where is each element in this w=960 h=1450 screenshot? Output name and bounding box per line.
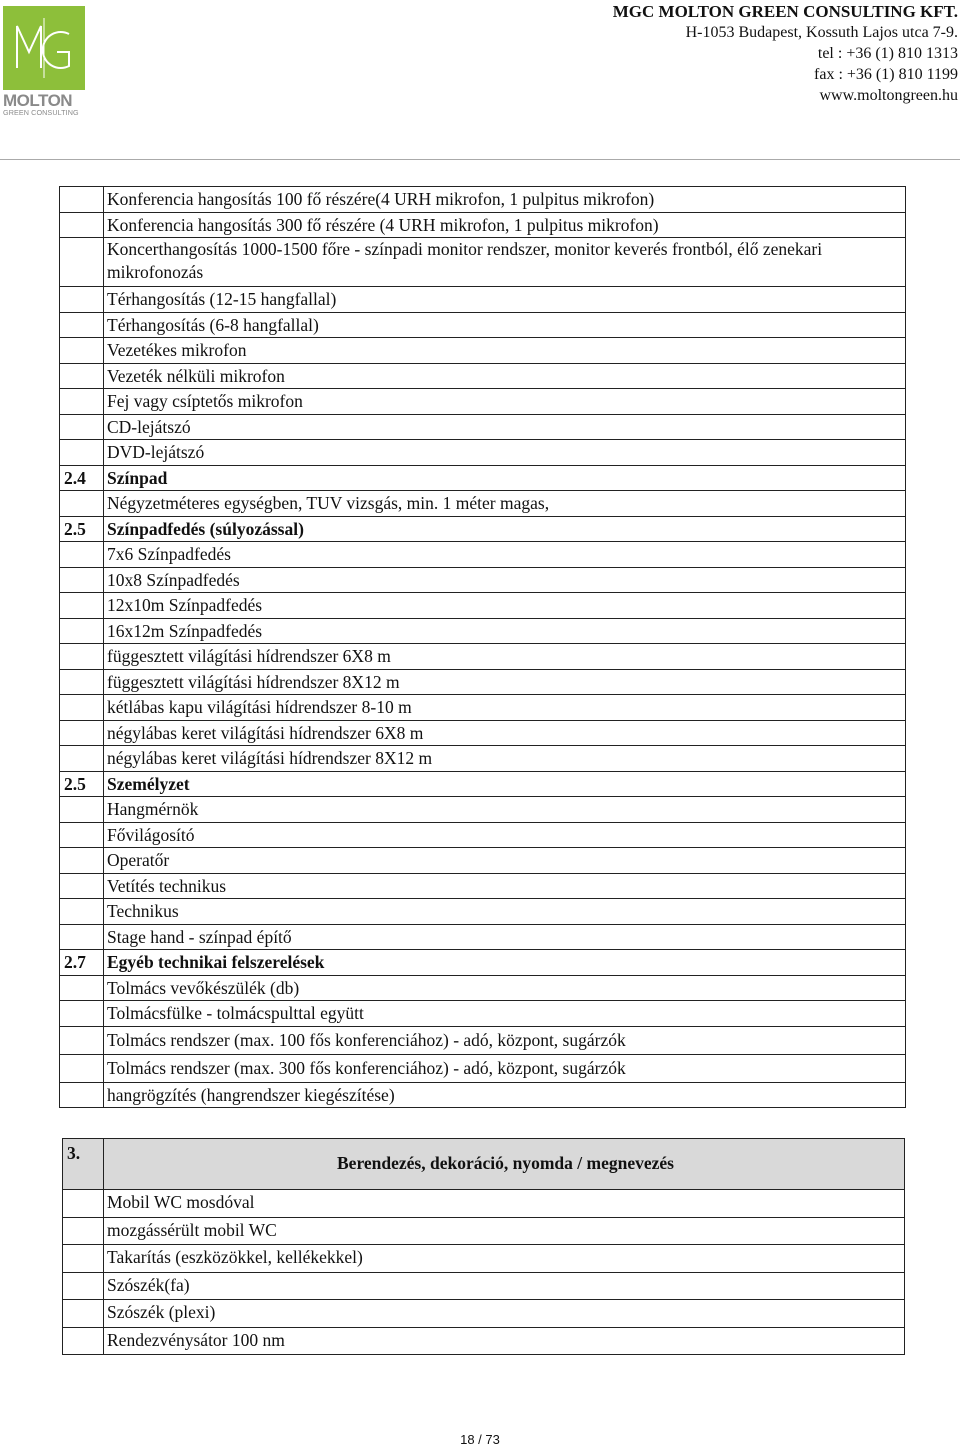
table-row <box>60 567 906 593</box>
table-row <box>60 950 906 976</box>
row-text: Tolmács rendszer (max. 300 fős konferenciához) - adó, központ, sugárzók <box>104 1054 906 1082</box>
row-number <box>60 695 104 721</box>
company-tel: tel : +36 (1) 810 1313 <box>817 45 958 62</box>
row-number <box>63 1300 104 1328</box>
row-text: Személyzet <box>104 771 906 797</box>
row-text: Színpad <box>104 465 906 491</box>
table-row <box>63 1327 905 1355</box>
table-row <box>60 924 906 950</box>
row-number <box>60 848 104 874</box>
table-row <box>60 491 906 517</box>
row-number <box>60 414 104 440</box>
table-row <box>60 746 906 772</box>
table-row <box>60 238 906 287</box>
company-info <box>613 4 958 109</box>
row-text: Tolmácsfülke - tolmácspulttal együtt <box>104 1001 906 1027</box>
logo-text-molton: MOLTON <box>3 91 73 110</box>
row-number <box>60 363 104 389</box>
table-row <box>60 593 906 619</box>
row-number <box>60 338 104 364</box>
row-text: 7x6 Színpadfedés <box>104 542 906 568</box>
row-text: 10x8 Színpadfedés <box>104 567 906 593</box>
section-title-cell <box>104 1139 905 1190</box>
row-number <box>60 567 104 593</box>
table-row <box>60 542 906 568</box>
table-row <box>60 312 906 338</box>
row-number <box>60 287 104 313</box>
row-text: függesztett világítási hídrendszer 8X12 m <box>104 669 906 695</box>
row-text: Takarítás (eszközökkel, kellékekkel) <box>104 1245 905 1273</box>
header-divider <box>0 159 960 160</box>
row-number <box>60 212 104 238</box>
row-number <box>60 746 104 772</box>
row-number <box>60 491 104 517</box>
row-text: Operatőr <box>104 848 906 874</box>
table-row <box>60 669 906 695</box>
row-number <box>60 899 104 925</box>
row-text: Tolmács rendszer (max. 100 fős konferenciához) - adó, központ, sugárzók <box>104 1026 906 1054</box>
row-number <box>60 389 104 415</box>
table-row <box>60 187 906 213</box>
table-row <box>60 1026 906 1054</box>
row-text: Vetítés technikus <box>104 873 906 899</box>
row-number <box>60 593 104 619</box>
table-row <box>60 644 906 670</box>
logo-monogram-icon <box>3 6 85 90</box>
row-text: Négyzetméteres egységben, TUV vizsgás, min. 1 méter magas, <box>104 491 906 517</box>
row-number <box>60 238 104 287</box>
table-row <box>60 822 906 848</box>
row-number <box>60 924 104 950</box>
row-number <box>60 873 104 899</box>
row-text: Szószék(fa) <box>104 1272 905 1300</box>
table-row <box>60 1001 906 1027</box>
row-number <box>60 1082 104 1108</box>
row-text: kétlábas kapu világítási hídrendszer 8-10 m <box>104 695 906 721</box>
row-number: 2.4 <box>60 465 104 491</box>
row-number <box>63 1245 104 1273</box>
table-row <box>60 797 906 823</box>
row-text: Konferencia hangosítás 300 fő részére (4 URH mikrofon, 1 pulpitus mikrofon) <box>104 212 906 238</box>
row-number: 2.5 <box>60 771 104 797</box>
row-number <box>60 975 104 1001</box>
row-text: 16x12m Színpadfedés <box>104 618 906 644</box>
logo-mark <box>3 6 85 90</box>
table-row <box>60 389 906 415</box>
table-row <box>60 1082 906 1108</box>
table-row <box>63 1217 905 1245</box>
section-title: Berendezés, dekoráció, nyomda / megnevezés <box>337 1153 674 1173</box>
row-number <box>60 720 104 746</box>
row-number <box>60 618 104 644</box>
table-row <box>60 287 906 313</box>
row-text: DVD-lejátszó <box>104 440 906 466</box>
row-number <box>60 644 104 670</box>
table-row <box>63 1190 905 1218</box>
row-text: Színpadfedés (súlyozással) <box>104 516 906 542</box>
row-number: 2.5 <box>60 516 104 542</box>
equipment-table <box>59 186 906 1108</box>
row-text: Rendezvénysátor 100 nm <box>104 1327 905 1355</box>
furniture-table <box>62 1138 905 1355</box>
row-number <box>60 822 104 848</box>
row-number <box>60 187 104 213</box>
row-text: Konferencia hangosítás 100 fő részére(4 URH mikrofon, 1 pulpitus mikrofon) <box>104 187 906 213</box>
table-row <box>60 695 906 721</box>
row-number: 2.7 <box>60 950 104 976</box>
row-text: Hangmérnök <box>104 797 906 823</box>
row-text: Stage hand - színpad építő <box>104 924 906 950</box>
row-text: Szószék (plexi) <box>104 1300 905 1328</box>
table-row <box>60 363 906 389</box>
row-text: mozgássérült mobil WC <box>104 1217 905 1245</box>
row-text: CD-lejátszó <box>104 414 906 440</box>
table-row <box>63 1300 905 1328</box>
row-number <box>60 542 104 568</box>
row-text: négylábas keret világítási hídrendszer 6X8 m <box>104 720 906 746</box>
table-row <box>60 338 906 364</box>
page-number: 18 / 73 <box>460 1432 500 1447</box>
table-row <box>60 899 906 925</box>
table-row <box>60 873 906 899</box>
row-number <box>60 1026 104 1054</box>
table-row <box>60 975 906 1001</box>
row-text: függesztett világítási hídrendszer 6X8 m <box>104 644 906 670</box>
row-text: 12x10m Színpadfedés <box>104 593 906 619</box>
row-text: hangrögzítés (hangrendszer kiegészítése) <box>104 1082 906 1108</box>
row-number <box>63 1190 104 1218</box>
table-row <box>60 212 906 238</box>
row-number <box>60 312 104 338</box>
table-row <box>60 848 906 874</box>
row-text: Koncerthangosítás 1000-1500 főre - színpadi monitor rendszer, monitor keverés frontból, élő zenekari mikrofonozás <box>104 238 906 287</box>
row-text: Térhangosítás (6-8 hangfallal) <box>104 312 906 338</box>
table-row <box>60 414 906 440</box>
row-number <box>63 1217 104 1245</box>
company-name: MGC MOLTON GREEN CONSULTING KFT. <box>612 2 958 21</box>
row-text: Mobil WC mosdóval <box>104 1190 905 1218</box>
table-row <box>60 720 906 746</box>
row-number <box>60 440 104 466</box>
table-row <box>60 1054 906 1082</box>
row-text: Vezetékes mikrofon <box>104 338 906 364</box>
company-address: H-1053 Budapest, Kossuth Lajos utca 7-9. <box>685 24 958 41</box>
row-text: Egyéb technikai felszerelések <box>104 950 906 976</box>
table-row <box>60 618 906 644</box>
table-header-row <box>63 1139 905 1190</box>
row-text: Technikus <box>104 899 906 925</box>
company-logo <box>3 6 85 116</box>
row-number <box>63 1327 104 1355</box>
row-number <box>60 1054 104 1082</box>
table-row <box>60 465 906 491</box>
row-number <box>60 669 104 695</box>
row-number <box>63 1272 104 1300</box>
table-row <box>60 440 906 466</box>
table-row <box>63 1245 905 1273</box>
table-row <box>63 1272 905 1300</box>
row-number <box>60 797 104 823</box>
row-text: Fej vagy csíptetős mikrofon <box>104 389 906 415</box>
row-text: Tolmács vevőkészülék (db) <box>104 975 906 1001</box>
company-web[interactable]: www.moltongreen.hu <box>819 87 958 104</box>
row-text: négylábas keret világítási hídrendszer 8X12 m <box>104 746 906 772</box>
company-fax: fax : +36 (1) 810 1199 <box>814 66 958 83</box>
row-text: Fővilágosító <box>104 822 906 848</box>
section-number: 3. <box>63 1139 104 1190</box>
table-row <box>60 771 906 797</box>
row-text: Térhangosítás (12-15 hangfallal) <box>104 287 906 313</box>
row-number <box>60 1001 104 1027</box>
row-text: Vezeték nélküli mikrofon <box>104 363 906 389</box>
table-row <box>60 516 906 542</box>
logo-text-green-consulting: GREEN CONSULTING <box>3 108 79 117</box>
